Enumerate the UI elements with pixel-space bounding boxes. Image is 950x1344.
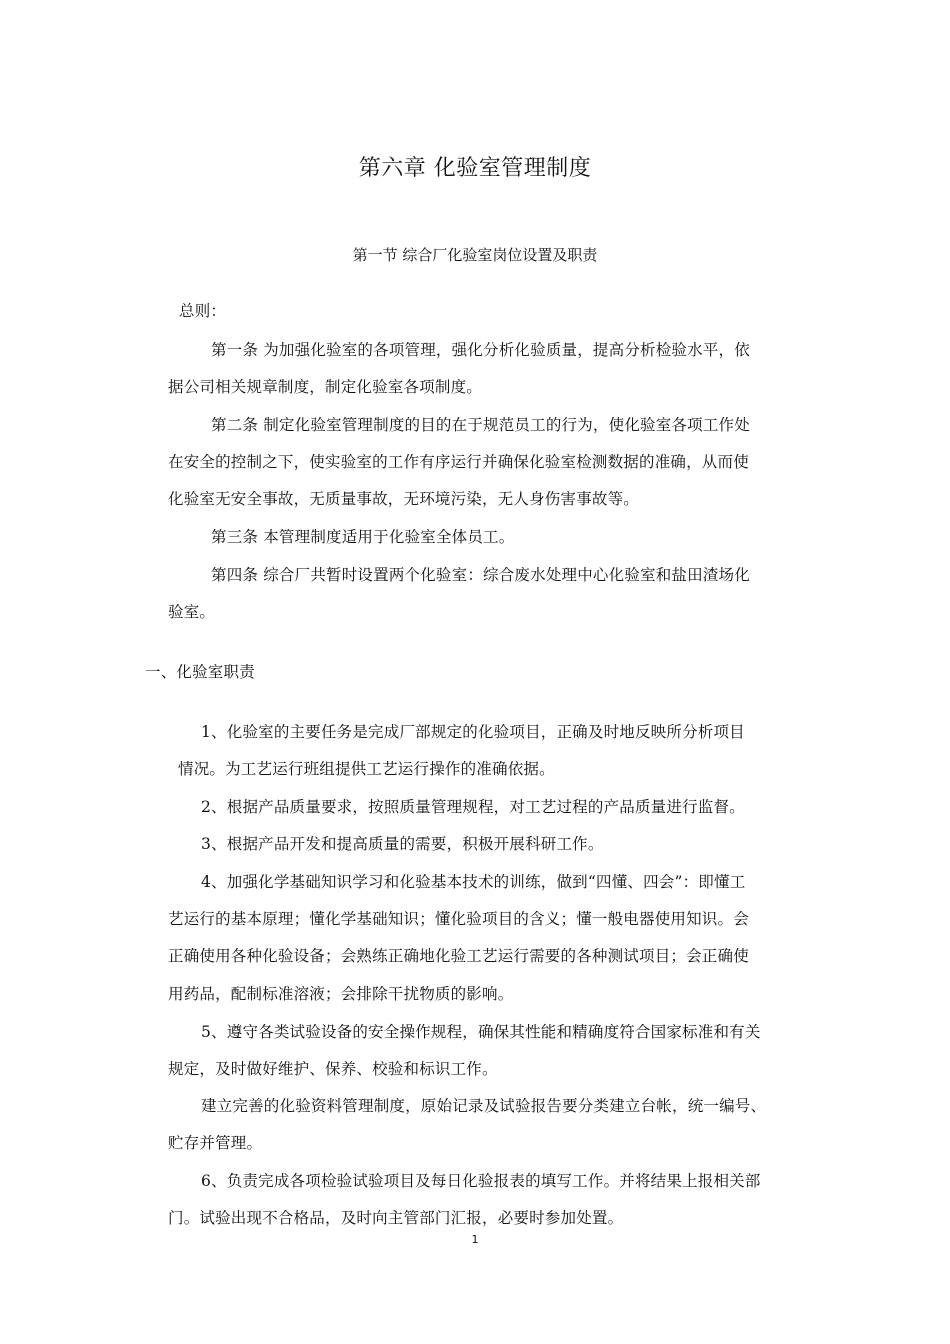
page-number: 1 <box>471 1233 479 1246</box>
paragraph-line: 5、遵守各类试验设备的安全操作规程，确保其性能和精确度符合国家标准和有关 <box>201 1023 761 1041</box>
paragraph-line: 用药品，配制标准溶液；会排除干扰物质的影响。 <box>168 985 514 1003</box>
paragraph-line: 第二条 制定化验室管理制度的目的在于规范员工的行为，使化验室各项工作处 <box>211 416 750 434</box>
paragraph-line: 建立完善的化验资料管理制度，原始记录及试验报告要分类建立台帐，统一编号、 <box>201 1097 767 1115</box>
chapter-title: 第六章 化验室管理制度 <box>358 156 592 181</box>
paragraph-line: 正确使用各种化验设备；会熟练正确地化验工艺运行需要的各种测试项目；会正确使 <box>168 947 749 965</box>
paragraph-line: 1、化验室的主要任务是完成厂部规定的化验项目，正确及时地反映所分析项目 <box>201 723 745 741</box>
paragraph-line: 化验室无安全事故，无质量事故，无环境污染，无人身伤害事故等。 <box>168 490 640 508</box>
paragraph-line: 验室。 <box>168 603 216 621</box>
paragraph-line: 贮存并管理。 <box>168 1134 263 1152</box>
paragraph-line: 情况。为工艺运行班组提供工艺运行操作的准确依据。 <box>178 760 555 778</box>
paragraph-line: 6、负责完成各项检验试验项目及每日化验报表的填写工作。并将结果上报相关部 <box>201 1172 761 1190</box>
paragraph-line: 规定，及时做好维护、保养、校验和标识工作。 <box>168 1060 498 1078</box>
paragraph-line: 第四条 综合厂共暂时设置两个化验室：综合废水处理中心化验室和盐田渣场化 <box>211 566 750 584</box>
section-heading: 第一节 综合厂化验室岗位设置及职责 <box>352 246 598 264</box>
paragraph-line: 4、加强化学基础知识学习和化验基本技术的训练，做到“四懂、四会”：即懂工 <box>201 873 746 891</box>
paragraph-line: 第三条 本管理制度适用于化验室全体员工。 <box>211 528 515 546</box>
paragraph-line: 第一条 为加强化验室的各项管理，强化分析化验质量，提高分析检验水平，依 <box>211 341 750 359</box>
list-heading: 一、化验室职责 <box>145 663 255 681</box>
paragraph-line: 3、根据产品开发和提高质量的需要，积极开展科研工作。 <box>201 835 604 853</box>
paragraph-line: 据公司相关规章制度，制定化验室各项制度。 <box>168 378 483 396</box>
paragraph-line: 门。试验出现不合格品，及时向主管部门汇报，必要时参加处置。 <box>168 1209 624 1227</box>
paragraph-line: 艺运行的基本原理；懂化学基础知识；懂化验项目的含义；懂一般电器使用知识。会 <box>168 910 749 928</box>
paragraph-line: 在安全的控制之下，使实验室的工作有序运行并确保化验室检测数据的准确，从而使 <box>168 453 749 471</box>
paragraph-line: 2、根据产品质量要求，按照质量管理规程，对工艺过程的产品质量进行监督。 <box>201 798 745 816</box>
general-heading: 总则： <box>179 302 227 320</box>
